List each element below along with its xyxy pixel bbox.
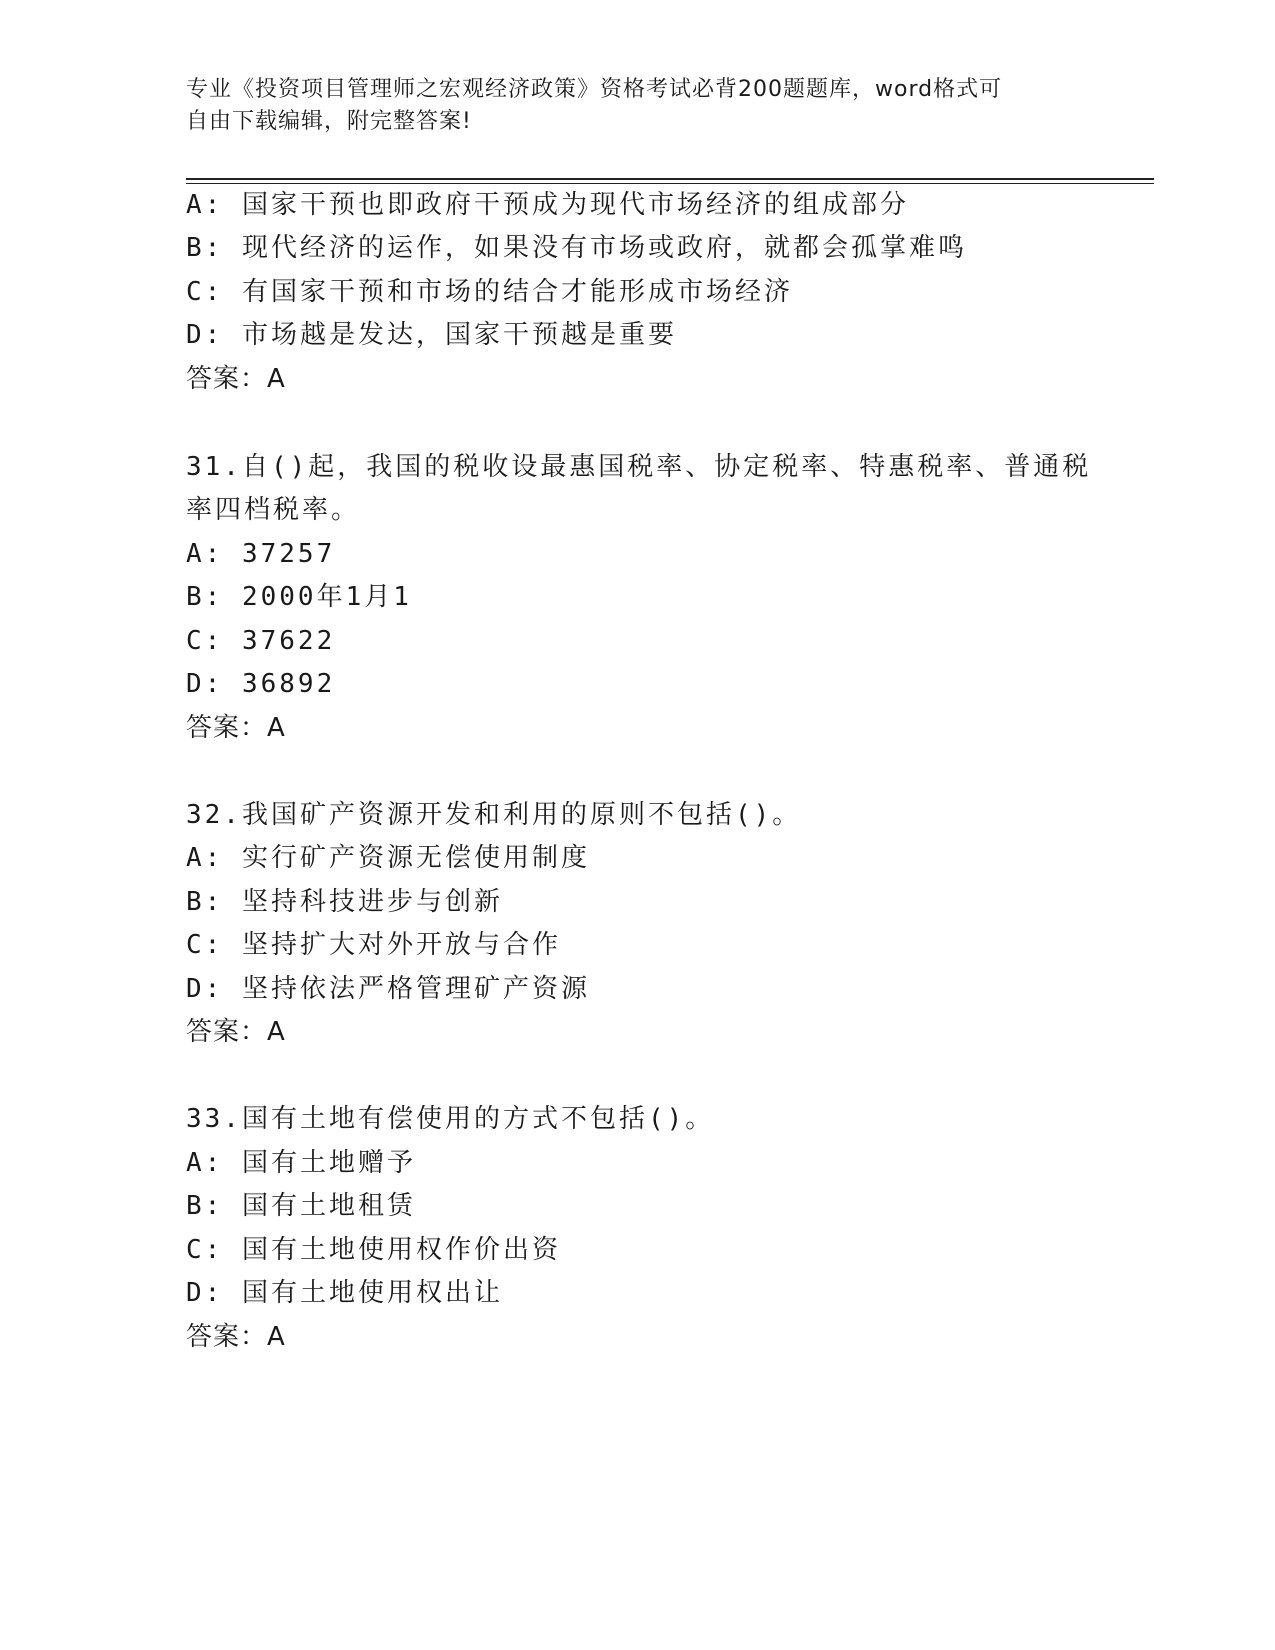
q33-answer: 答案：A	[186, 1322, 286, 1352]
q32-answer: 答案：A	[186, 1017, 286, 1047]
header-divider	[186, 178, 1154, 184]
q33-option-c: C: 国有土地使用权作价出资	[186, 1235, 561, 1265]
header-title-line-2: 自由下载编辑，附完整答案!	[186, 109, 472, 134]
q30-option-d: D: 市场越是发达，国家干预越是重要	[186, 320, 677, 350]
q30-option-c: C: 有国家干预和市场的结合才能形成市场经济	[186, 277, 793, 307]
q32-option-b: B: 坚持科技进步与创新	[186, 887, 503, 917]
q31-answer: 答案：A	[186, 713, 286, 743]
q33-option-b: B: 国有土地租赁	[186, 1191, 416, 1221]
q30-answer: 答案：A	[186, 364, 286, 394]
header-title-line-1: 专业《投资项目管理师之宏观经济政策》资格考试必背200题题库，word格式可	[186, 77, 1003, 102]
q30-option-b: B: 现代经济的运作，如果没有市场或政府，就都会孤掌难鸣	[186, 233, 967, 263]
q31-stem-line-1: 31.自()起，我国的税收设最惠国税率、协定税率、特惠税率、普通税	[186, 452, 1092, 482]
q31-option-b: B: 2000年1月1	[186, 582, 412, 612]
q32-option-c: C: 坚持扩大对外开放与合作	[186, 930, 561, 960]
q33-option-a: A: 国有土地赠予	[186, 1148, 416, 1178]
q31-stem-line-2: 率四档税率。	[186, 495, 361, 525]
document-header	[186, 74, 1086, 138]
q32-stem: 32.我国矿产资源开发和利用的原则不包括()。	[186, 800, 802, 830]
q30-option-a: A: 国家干预也即政府干预成为现代市场经济的组成部分	[186, 190, 909, 220]
q31-option-d: D: 36892	[186, 669, 336, 699]
q31-option-a: A: 37257	[186, 539, 336, 569]
q33-stem: 33.国有土地有偿使用的方式不包括()。	[186, 1104, 715, 1134]
q32-option-a: A: 实行矿产资源无偿使用制度	[186, 843, 590, 873]
q32-option-d: D: 坚持依法严格管理矿产资源	[186, 974, 590, 1004]
q31-option-c: C: 37622	[186, 626, 336, 656]
q33-option-d: D: 国有土地使用权出让	[186, 1278, 503, 1308]
